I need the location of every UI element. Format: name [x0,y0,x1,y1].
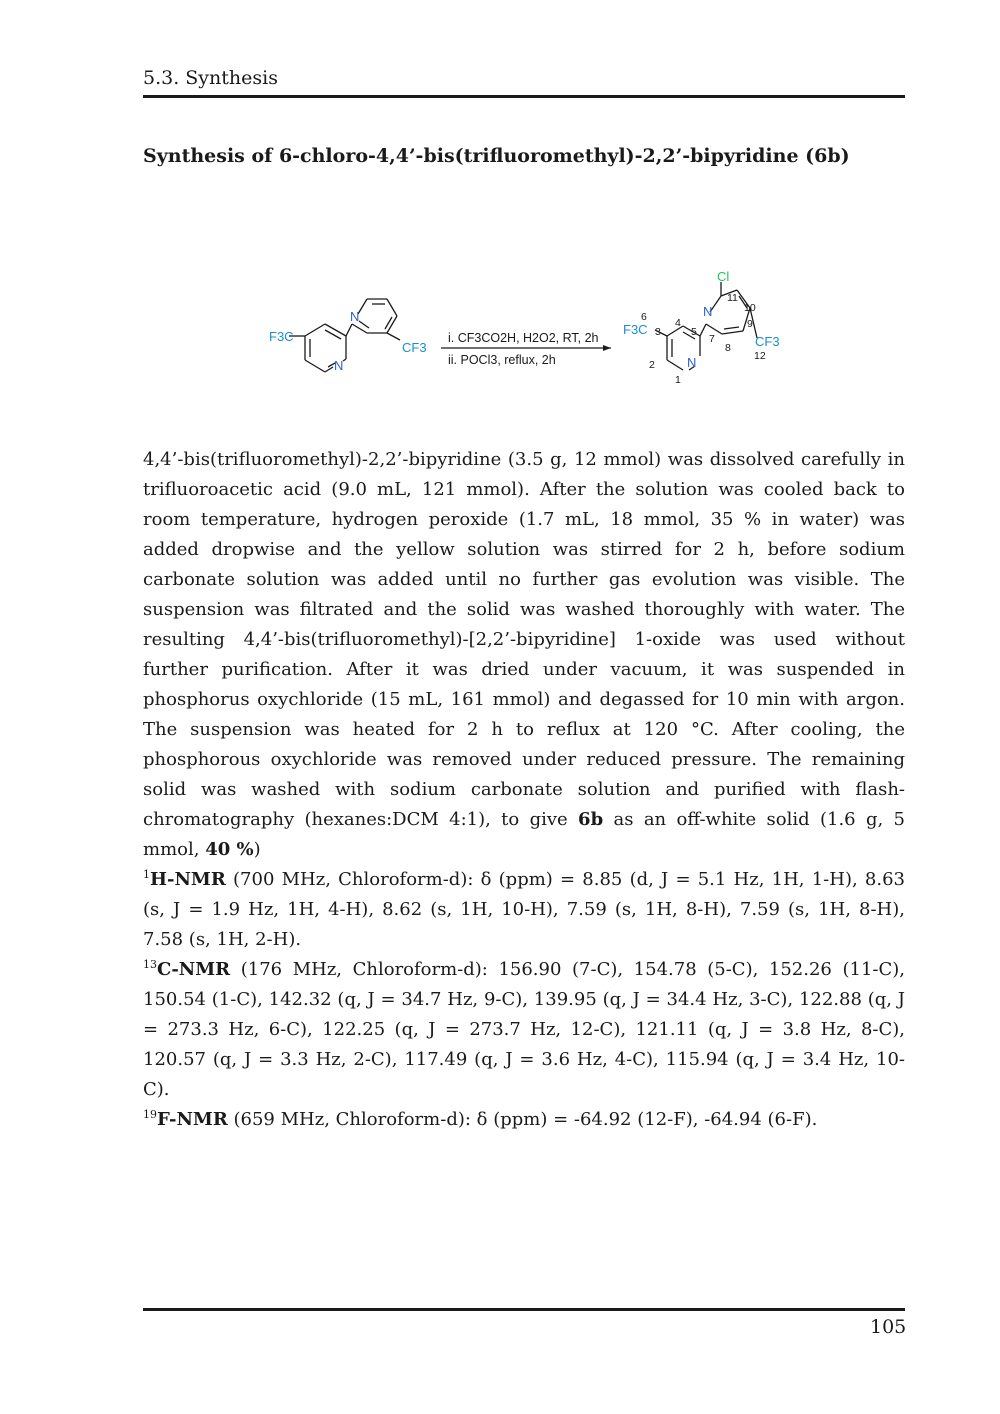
h-nmr-isotope: 1 [143,868,150,881]
reaction-scheme [255,268,795,398]
c-nmr-paragraph [143,955,905,1105]
header-rule [143,95,905,98]
reagent-line-1: i. CF3CO2H, H2O2, RT, 2h [448,331,599,345]
reagent-line-2: ii. POCl3, reflux, 2h [448,353,556,367]
reactant-nitrogen-1: N [334,358,344,373]
atom-number: 3 [655,326,661,338]
product-label: 6b [578,809,604,830]
f-nmr-data: (659 MHz, Chloroform-d): δ (ppm) = -64.92 (12-F), -64.94 (6-F). [227,1109,818,1130]
f-nmr-paragraph [143,1105,905,1135]
product-cf3-right: CF3 [755,334,780,349]
atom-number: 12 [754,350,766,362]
product-cf3-left: F3C [623,322,648,337]
h-nmr-data: (700 MHz, Chloroform-d): δ (ppm) = 8.85 (d, J = 5.1 Hz, 1H, 1-H), 8.63 (s, J = 1.9 Hz, 1H, 4-H), 8.62 (s, 1H, 10-H), 7.59 (s, 1H, 8-H), 7.59 (s, 1H, 8-H), 7.58 (s, 1H, 2-H). [143,869,905,950]
reactant-nitrogen-2: N [350,309,360,324]
procedure-text [143,445,905,1135]
arrow-head-icon [603,345,611,351]
c-nmr-isotope: 13 [143,958,157,971]
page-number: 105 [870,1316,907,1338]
atom-number: 2 [649,359,655,371]
atom-number: 4 [675,317,681,329]
procedure-paragraph [143,445,905,865]
reactant-cf3-left: F3C [269,329,294,344]
footer-rule [143,1308,905,1311]
running-header: 5.3. Synthesis [143,67,278,89]
atom-number: 11 [727,292,738,304]
c-nmr-data: (176 MHz, Chloroform-d): 156.90 (7-C), 154.78 (5-C), 152.26 (11-C), 150.54 (1-C), 142.32 (q, J = 34.7 Hz, 9-C), 139.95 (q, J = 34.4 Hz, 3-C), 122.88 (q, J = 273.3 Hz, 6-C), 122.25 (q, J = 273.7 Hz, 12-C), 121.11 (q, J = 3.8 Hz, 8-C), 120.57 (q, J = 3.3 Hz, 2-C), 117.49 (q, J = 3.6 Hz, 4-C), 115.94 (q, J = 3.4 Hz, 10-C). [143,959,905,1100]
product-nitrogen-2: N [703,304,713,319]
atom-number: 9 [747,318,753,330]
section-title: Synthesis of 6-chloro-4,4’-bis(trifluoromethyl)-2,2’-bipyridine (6b) [143,145,850,167]
h-nmr-label: H-NMR [150,869,226,890]
c-nmr-label: C-NMR [157,959,231,980]
h-nmr-paragraph [143,865,905,955]
f-nmr-isotope: 19 [143,1108,157,1121]
atom-number: 10 [744,302,756,314]
atom-number: 6 [641,311,647,323]
yield-value: 40 % [205,839,254,860]
product-nitrogen-1: N [687,355,697,370]
procedure-body: 4,4’-bis(trifluoromethyl)-2,2’-bipyridine (3.5 g, 12 mmol) was dissolved carefully in trifluoroacetic acid (9.0 mL, 121 mmol). After the solution was cooled back to room temperature, hydrogen peroxide (1.7 mL, 18 mmol, 35 % in water) was added dropwise and the yellow solution was stirred for 2 h, before sodium carbonate solution was added until no further gas evolution was visible. The suspension was filtrated and the solid was washed thoroughly with water. The resulting 4,4’-bis(trifluoromethyl)-[2,2’-bipyridine] 1-oxide was used without further purification. After it was dried under vacuum, it was suspended in phosphorus oxychloride (15 mL, 161 mmol) and degassed for 10 min with argon. The suspension was heated for 2 h to reflux at 120 °C. After cooling, the phosphorous oxychloride was removed under reduced pressure. The remaining solid was washed with sodium carbonate solution and purified with flash-chromatography (hexanes:DCM 4:1), to give [143,449,905,830]
atom-number: 1 [675,374,681,386]
product-chlorine: Cl [717,269,730,284]
reactant-cf3-right: CF3 [402,340,427,355]
atom-number: 7 [709,333,715,345]
procedure-tail: as an off-white solid (1.6 g, 5 mmol, [143,809,905,860]
atom-number: 8 [725,342,731,354]
atom-number: 5 [691,326,697,338]
procedure-close: ) [253,839,261,860]
f-nmr-label: F-NMR [157,1109,228,1130]
